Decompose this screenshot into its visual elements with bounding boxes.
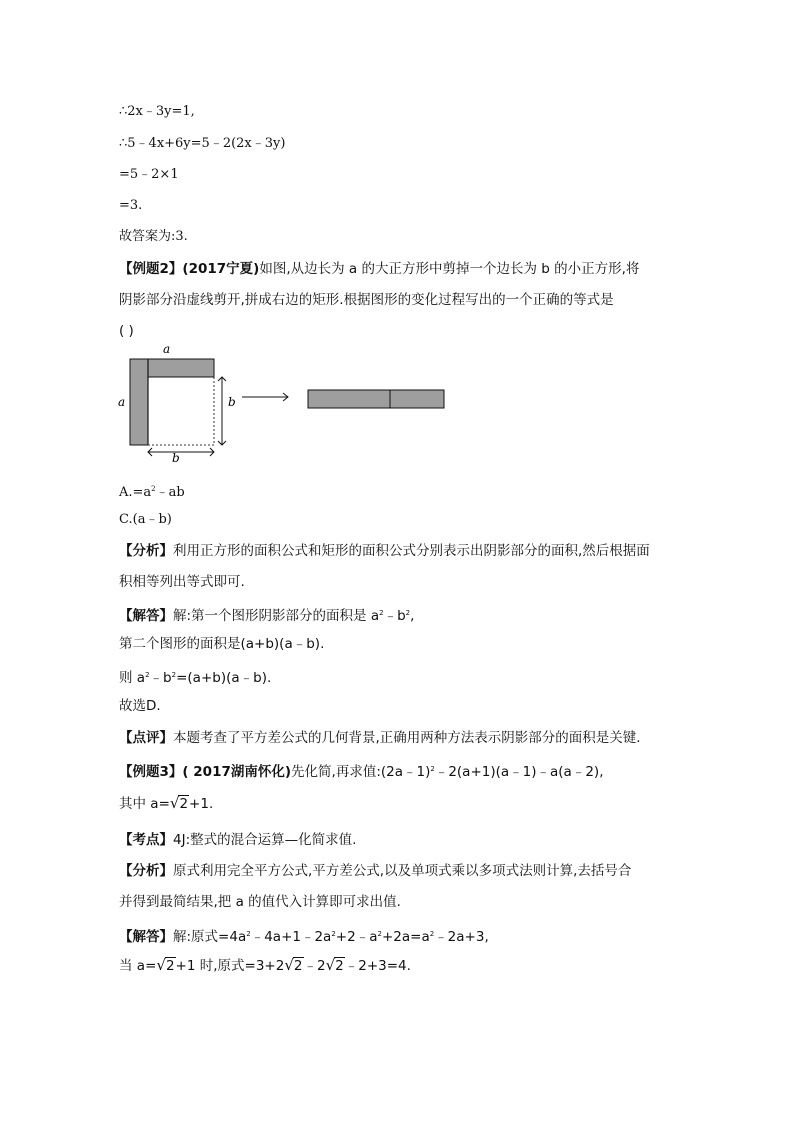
example2-figure bbox=[110, 340, 460, 465]
example2-tag: 【例题2】 bbox=[119, 261, 183, 277]
example3-tag: 【例题3】 bbox=[119, 764, 183, 780]
result-rectangle bbox=[308, 390, 444, 408]
example2-blank: ( ) bbox=[119, 323, 134, 339]
option-c: C.(a﹣b) bbox=[119, 512, 172, 527]
example2-source: (2017宁夏) bbox=[182, 261, 260, 277]
shaded-horizontal-strip bbox=[148, 359, 214, 377]
sqrt-2: √2 bbox=[284, 956, 303, 974]
line-5: 故答案为:3. bbox=[119, 229, 188, 244]
example2-text1: 如图,从边长为 a 的大正方形中剪掉一个边长为 b 的小正方形,将 bbox=[259, 261, 640, 277]
example2-text2: 阴影部分沿虚线剪开,拼成右边的矩形.根据图形的变化过程写出的一个正确的等式是 bbox=[119, 292, 614, 308]
example3-point: 【考点】4J:整式的混合运算—化简求值. bbox=[119, 832, 357, 848]
line-3: =5﹣2×1 bbox=[119, 167, 179, 182]
option-a: $A.=a^2﹣ab$ bbox=[119, 485, 185, 500]
label-top-a: a bbox=[163, 342, 171, 356]
example3-source: ( 2017湖南怀化) bbox=[182, 764, 292, 780]
example2-choose: 故选D. bbox=[119, 698, 161, 714]
example2-second-area: 第二个图形的面积是(a+b)(a﹣b). bbox=[119, 636, 325, 652]
sqrt-2: √2 bbox=[169, 794, 189, 812]
example3-solution: 【解答】解:原式$=4a^2﹣4a+1﹣2a^2+2﹣a^2+2a=a^2﹣2a+3$, bbox=[119, 929, 489, 945]
sqrt-2: √2 bbox=[156, 956, 175, 974]
label-bottom-b: b bbox=[172, 451, 180, 465]
shaded-vertical-strip bbox=[130, 359, 148, 445]
example3-analysis-2: 并得到最简结果,把 a 的值代入计算即可求出值. bbox=[119, 894, 401, 910]
example3-final: 当 a=√2+1 时,原式=3+2√2﹣2√2﹣2+3=4. bbox=[119, 956, 411, 974]
sqrt-2: √2 bbox=[325, 956, 344, 974]
example2-comment: 【点评】本题考查了平方差公式的几何背景,正确用两种方法表示阴影部分的面积是关键. bbox=[119, 730, 641, 746]
example2-then: 则 $a^2﹣b^2=(a+b)(a﹣b)$. bbox=[119, 670, 272, 686]
example2-solution: 【解答】解:第一个图形阴影部分的面积是 $a^2﹣b^2$, bbox=[119, 608, 415, 624]
example2-analysis-2: 积相等列出等式即可. bbox=[119, 574, 245, 590]
line-2: ∴5﹣4x+6y=5﹣2(2x﹣3y) bbox=[119, 136, 286, 151]
example2-analysis: 【分析】利用正方形的面积公式和矩形的面积公式分别表示出阴影部分的面积,然后根据面 bbox=[119, 543, 650, 559]
example3-where: 其中 a=√2+1. bbox=[119, 794, 214, 812]
example3-heading: 【例题3】( 2017湖南怀化)先化简,再求值:(2a﹣1)$^2$﹣2(a+1)(a﹣1)﹣a(a﹣2), bbox=[119, 764, 604, 780]
line-1: ∴2x﹣3y=1, bbox=[119, 104, 195, 119]
example3-analysis: 【分析】原式利用完全平方公式,平方差公式,以及单项式乘以多项式法则计算,去括号合 bbox=[119, 863, 632, 879]
label-left-a: a bbox=[118, 395, 126, 409]
example2-heading bbox=[119, 260, 639, 278]
line-4: =3. bbox=[119, 198, 143, 213]
label-right-b: b bbox=[228, 395, 236, 409]
